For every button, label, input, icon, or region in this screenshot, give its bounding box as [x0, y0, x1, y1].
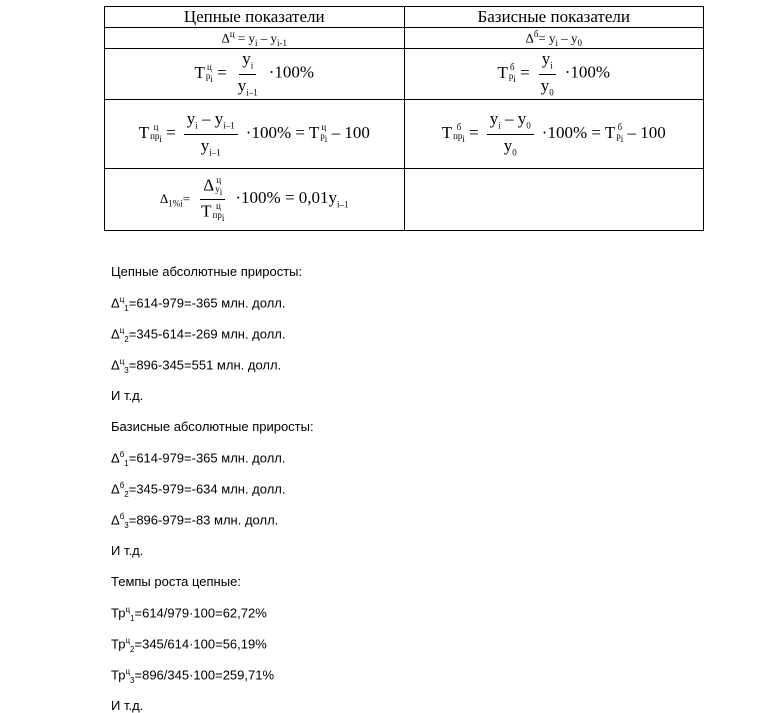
text-line: $Тр^ц_3=896/345\cdot 100=259,71\%$ [111, 667, 275, 685]
text-line: $\Delta^б_3=896-979=-83$ млн. долл. [111, 512, 279, 530]
header-base: Базисные показатели [404, 7, 704, 28]
text-line: $\Delta^ц_2=345-614=-269$ млн. долл. [111, 326, 286, 344]
text-line: Темпы роста цепные: [111, 574, 241, 589]
delta-chain-formula: $\Delta^ц = y_i - y_{i-1}$ [105, 28, 405, 49]
text-line: $\Delta^ц_1=614-979=-365$ млн. долл. [111, 295, 286, 313]
text-line: Цепные абсолютные приросты: [111, 264, 303, 279]
text-line: $\Delta^ц_3=896-345=551$ млн. долл. [111, 357, 282, 375]
text-line: И т.д. [111, 543, 144, 558]
text-line: И т.д. [111, 698, 144, 713]
formula-table [104, 6, 704, 231]
increase-rate-chain-formula: T ц $пр_i$ = $\frac{y_i - y_{i-1}}{y_{i-1}}$ ·100% = T ц $р_i$ – 100 [105, 100, 405, 169]
text-line: Базисные абсолютные приросты: [111, 419, 314, 434]
growth-rate-chain-formula: T ц $р_i$ = $\frac{y_i}{y_{i-1}}$ ·100% [105, 49, 405, 100]
text-line: И т.д. [111, 388, 144, 403]
text-line: $Тр^ц_1=614/979\cdot 100=62,72\%$ [111, 605, 267, 623]
growth-rate-base-formula: T б $р_i$ = $\frac{y_i}{y_0}$ ·100% [404, 49, 704, 100]
text-line: $Тр^ц_2=345/614\cdot 100=56,19\%$ [111, 636, 267, 654]
increase-rate-base-formula: T б $пр_i$ = $\frac{y_i - y_0}{y_0}$ ·100% = T б $р_i$ – 100 [404, 100, 704, 169]
absolute-one-percent-formula: $\Delta_{1\%i}=$ Δ ц $y_i$ T ц $пр_i$ $\cdot 100\% = 0,01y_{i-1}$ [105, 169, 405, 231]
header-chain: Цепные показатели [105, 7, 405, 28]
delta-base-formula: $\Delta^б= y_i - y_0$ [404, 28, 704, 49]
empty-cell [404, 169, 704, 231]
text-line: $\Delta^б_1=614-979=-365$ млн. долл. [111, 450, 286, 468]
text-line: $\Delta^б_2=345-979=-634$ млн. долл. [111, 481, 286, 499]
